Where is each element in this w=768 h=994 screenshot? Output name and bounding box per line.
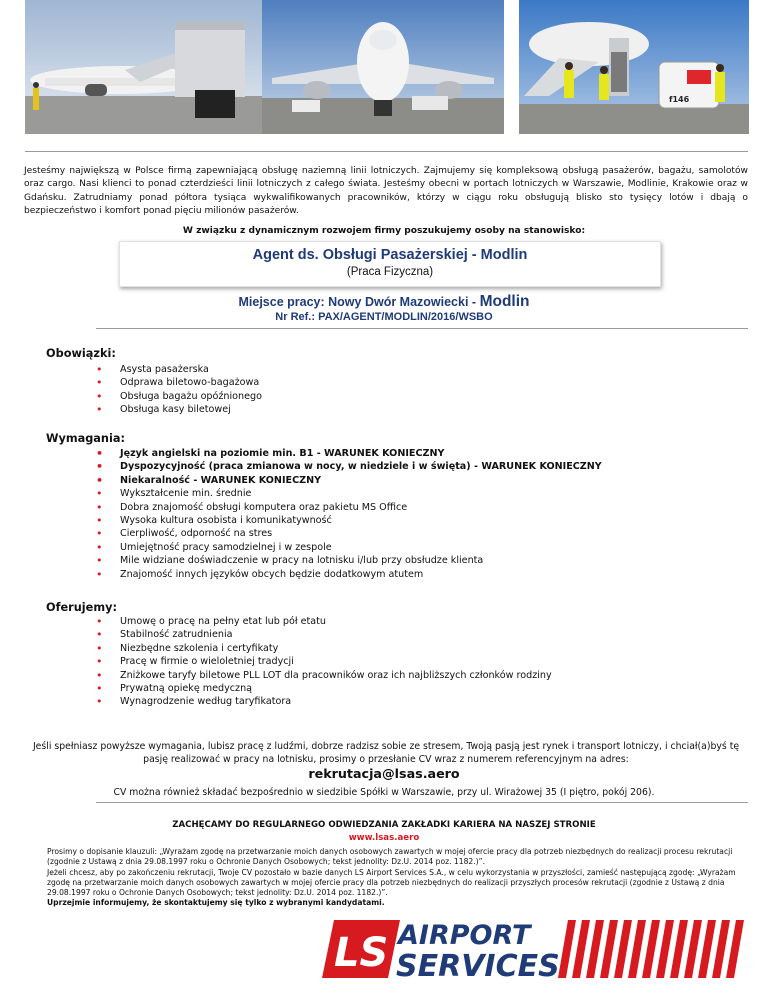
- photo-aircraft-front: [262, 0, 504, 134]
- bullet-icon: •: [96, 500, 103, 514]
- list-item-text: Cierpliwość, odporność na stres: [120, 528, 273, 540]
- position-lead: W związku z dynamicznym rozwojem firmy poszukujemy osoby na stanowisko:: [182, 226, 586, 236]
- list-item-text: Wysoka kultura osobista i komunikatywność: [120, 515, 332, 527]
- list-item-text: Pracę w firmie o wieloletniej tradycji: [120, 656, 294, 668]
- logo-stripes: [558, 920, 744, 978]
- list-item: [96, 541, 602, 554]
- bullet-icon: •: [96, 641, 103, 655]
- list-item-text: Umiejętność pracy samodzielnej i w zespole: [120, 541, 332, 553]
- job-title-box: [119, 241, 661, 287]
- list-item-text: Obsługa kasy biletowej: [120, 404, 231, 416]
- divider: [25, 151, 748, 152]
- bullet-icon: •: [96, 403, 103, 417]
- list-item-text: Dyspozycyjność (praca zmianowa w nocy, w niedziele i w święta) - WARUNEK KONIECZNY: [120, 461, 602, 473]
- list-item: [96, 514, 602, 527]
- list-item: [96, 669, 552, 682]
- legal-clause: Prosimy o dopisanie klauzuli: „Wyrażam zgodę na przetwarzanie moich danych osobowych zawartych w mojej ofercie pracy dla potrzeb niezbędnych do realizacji procesu rekrutacji (zgodnie z Ustawą z dnia 29.08.1997 roku o Ochronie Danych Osobowych; tekst jednolity: Dz.U. 2014 poz. 1182.)”.: [47, 847, 733, 867]
- recruitment-email[interactable]: rekrutacja@lsas.aero: [308, 766, 460, 781]
- list-item: [96, 501, 602, 514]
- contact-notice: Uprzejmie informujemy, że skontaktujemy się tylko z wybranymi kandydatami.: [47, 898, 385, 908]
- divider: [96, 802, 748, 803]
- offer-title: Oferujemy:: [46, 601, 117, 614]
- requirements-title: Wymagania:: [46, 432, 125, 445]
- list-item-text: Język angielski na poziomie min. B1 - WARUNEK KONIECZNY: [120, 448, 445, 459]
- bullet-icon: •: [96, 460, 104, 474]
- list-item-text: Prywatną opiekę medyczną: [120, 683, 253, 695]
- bullet-icon: •: [96, 473, 104, 487]
- list-item: [96, 403, 262, 416]
- list-item: [96, 628, 552, 641]
- bullet-icon: •: [96, 567, 103, 581]
- bullet-icon: •: [96, 376, 103, 390]
- logo-mark: LS: [334, 930, 389, 976]
- bullet-icon: •: [96, 389, 103, 403]
- list-item: [96, 695, 552, 708]
- work-location-city: Modlin: [479, 293, 530, 310]
- list-item: [96, 655, 552, 668]
- work-location-prefix: Miejsce pracy: Nowy Dwór Mazowiecki -: [238, 295, 477, 309]
- header-photos: [0, 0, 768, 134]
- list-item-text: Znajomość innych języków obcych będzie dodatkowym atutem: [120, 568, 424, 580]
- list-item-text: Niekaralność - WARUNEK KONIECZNY: [120, 474, 322, 486]
- list-item: [96, 527, 602, 540]
- bullet-icon: •: [96, 628, 103, 642]
- legal-clauses: [47, 847, 737, 909]
- divider: [96, 328, 748, 329]
- list-item: [96, 682, 552, 695]
- list-item-text: Dobra znajomość obsługi komputera oraz pakietu MS Office: [120, 501, 408, 513]
- list-item-text: Asysta pasażerska: [120, 364, 209, 375]
- list-item-text: Obsługa bagażu opóźnionego: [120, 390, 262, 402]
- photo-ground-crew: [519, 0, 749, 134]
- list-item: [96, 390, 262, 403]
- duties-list: [96, 363, 262, 417]
- bullet-icon: •: [96, 695, 103, 709]
- logo-line1: AIRPORT: [398, 920, 531, 951]
- list-item: [96, 363, 262, 376]
- list-item: [96, 568, 602, 581]
- list-item: [96, 615, 552, 628]
- bullet-icon: •: [96, 447, 104, 460]
- list-item-text: Odprawa biletowo-bagażowa: [120, 377, 260, 389]
- list-item: [96, 460, 602, 473]
- list-item: [96, 447, 602, 460]
- cv-note: CV można również składać bezpośrednio w siedzibie Spółki w Warszawie, przy ul. Wirażowej 35 (I piętro, pokój 206).: [113, 787, 655, 798]
- list-item-text: Stabilność zatrudnienia: [120, 629, 233, 641]
- ls-airport-services-logo: [320, 914, 750, 984]
- bullet-icon: •: [96, 527, 103, 541]
- list-item-text: Wykształcenie min. średnie: [120, 488, 252, 500]
- bullet-icon: •: [96, 615, 103, 628]
- list-item: [96, 474, 602, 487]
- job-subtitle: (Praca Fizyczna): [346, 266, 434, 278]
- offer-list: [96, 615, 552, 709]
- bullet-icon: •: [96, 668, 103, 682]
- list-item: [96, 554, 602, 567]
- bullet-icon: •: [96, 682, 103, 696]
- career-encourage: ZACHĘCAMY DO REGULARNEGO ODWIEDZANIA ZAKŁADKI KARIERA NA NASZEJ STRONIE: [172, 820, 596, 830]
- list-item-text: Mile widziane doświadczenie w pracy na lotnisku i/lub przy obsłudze klienta: [120, 555, 484, 567]
- bullet-icon: •: [96, 554, 103, 568]
- work-location: [0, 293, 768, 311]
- list-item: [96, 642, 552, 655]
- list-item-text: Niezbędne szkolenia i certyfikaty: [120, 642, 279, 654]
- logo-line2: SERVICES: [396, 949, 560, 984]
- legal-clause: Jeżeli chcesz, aby po zakończeniu rekrutacji, Twoje CV pozostało w bazie danych LS Airport Services S.A., w celu wykorzystania w przyszłości, zamieść następującą zgodę: „Wyrażam zgodę na przetwarzanie moich danych osobowych zawartych w mojej ofercie pracy dla potrzeb niezbędnych do realizacji przyszłych procesów rekrutacji (zgodnie z Ustawą z dnia 29.08.1997 roku o Ochronie Danych Osobowych; tekst jednolity: Dz.U. 2014 poz. 1182.)”.: [47, 867, 736, 898]
- website-link[interactable]: www.lsas.aero: [348, 833, 420, 843]
- bullet-icon: •: [96, 655, 103, 669]
- duties-title: Obowiązki:: [46, 347, 116, 360]
- list-item: [96, 376, 262, 389]
- reference-number: Nr Ref.: PAX/AGENT/MODLIN/2016/WSBO: [275, 311, 493, 323]
- list-item: [96, 487, 602, 500]
- list-item-text: Wynagrodzenie według taryfikatora: [120, 696, 292, 708]
- application-instructions: Jeśli spełniasz powyższe wymagania, lubisz pracę z ludźmi, dobrze radzisz sobie ze stresem, Twoją pasją jest rynek i transport lotniczy, i chciał(a)byś tę pasję realizować w pracy na lotnisku, prosimy o przesłanie CV wraz z numerem referencyjnym na adres:: [32, 741, 740, 766]
- list-item-text: Umowę o pracę na pełny etat lub pół etatu: [120, 616, 326, 627]
- vehicle-number: f146: [669, 95, 690, 104]
- photo-aircraft-at-gate: [25, 0, 269, 134]
- bullet-icon: •: [96, 514, 103, 528]
- bullet-icon: •: [96, 363, 103, 376]
- requirements-list: [96, 447, 602, 581]
- bullet-icon: •: [96, 487, 103, 501]
- company-intro: Jesteśmy największą w Polsce firmą zapewniającą obsługę naziemną linii lotniczych. Zajmujemy się kompleksową obsługą pasażerów, bagażu, samolotów oraz cargo. Nasi klienci to ponad czterdzieści linii lotniczych z całego świata. Jesteśmy obecni w portach lotniczych w Warszawie, Modlinie, Krakowie oraz w Gdańsku. Zatrudniamy ponad półtora tysiąca wykwalifikowanych pracowników, którzy w ciągu roku obsługują blisko sto tysięcy lotów i dbają o bezpieczeństwo i komfort ponad pięciu milionów pasażerów.: [24, 166, 748, 217]
- job-title: Agent ds. Obsługi Pasażerskiej - Modlin: [252, 247, 528, 263]
- list-item-text: Zniżkowe taryfy biletowe PLL LOT dla pracowników oraz ich najbliższych członków rodziny: [120, 669, 552, 681]
- bullet-icon: •: [96, 540, 103, 554]
